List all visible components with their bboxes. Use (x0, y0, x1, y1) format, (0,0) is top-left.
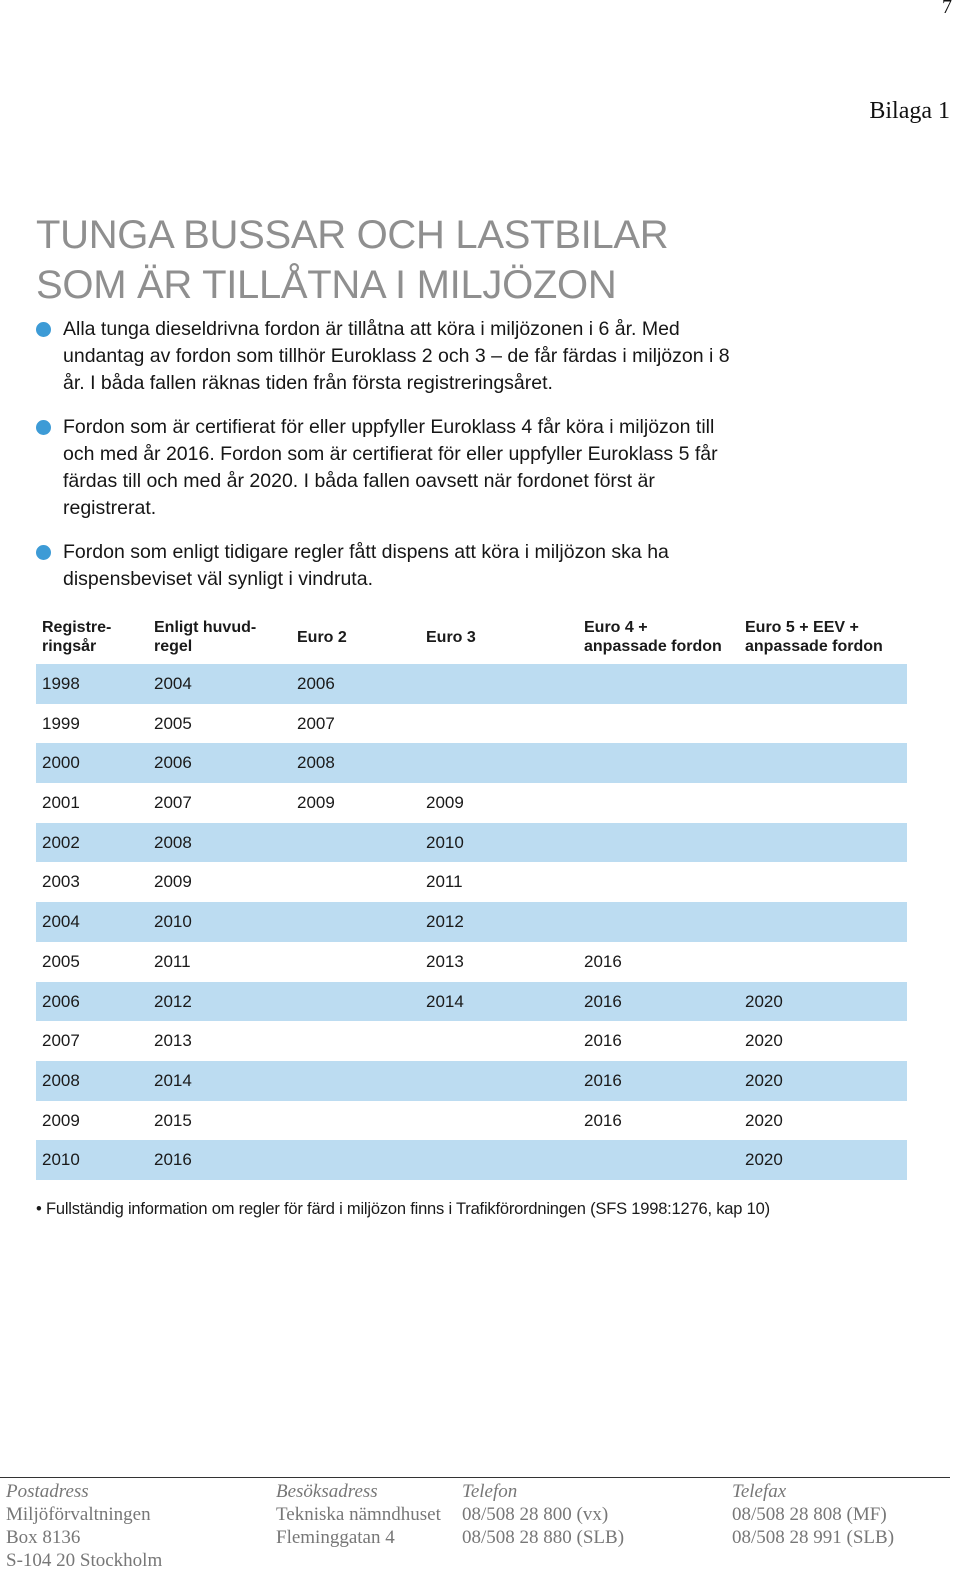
cell-year: 1999 (42, 713, 80, 733)
cell-main-rule: 2004 (154, 674, 192, 693)
footer-divider (0, 1477, 950, 1478)
footer-line: Miljöförvaltningen (6, 1504, 151, 1525)
footnote: • Fullständig information om regler för färd i miljözon finns i Trafikförordningen (SFS 1998:1276, kap 10) (36, 1200, 770, 1218)
footer-visit-address (276, 1480, 441, 1549)
page-number: 7 (942, 0, 952, 18)
cell-year: 2010 (42, 1150, 80, 1170)
cell-euro-2: 2008 (297, 753, 335, 773)
cell-year: 2006 (42, 991, 80, 1011)
table-row (36, 1021, 907, 1061)
cell-euro-3: 2013 (426, 951, 464, 971)
rules-list (36, 316, 736, 610)
cell-main-rule: 2015 (154, 1110, 192, 1130)
cell-euro-5: 2020 (745, 1150, 783, 1170)
table-row (36, 823, 907, 863)
footer-line: Tekniska nämndhuset (276, 1504, 441, 1525)
cell-year: 2000 (42, 753, 80, 773)
cell-euro-3: 2010 (426, 832, 464, 852)
title-line-1: TUNGA BUSSAR OCH LASTBILAR (36, 213, 669, 257)
cell-euro-2: 2006 (297, 674, 335, 693)
cell-year: 2002 (42, 832, 80, 852)
cell-year: 2001 (42, 793, 80, 813)
table-row (36, 743, 907, 783)
cell-main-rule: 2012 (154, 991, 192, 1011)
footer-heading: Besöksadress (276, 1481, 378, 1502)
footer-line: Box 8136 (6, 1527, 81, 1548)
cell-euro-3: 2011 (426, 872, 463, 892)
footer (0, 1480, 950, 1585)
header-euro-2: Euro 2 (297, 629, 347, 646)
cell-euro-5: 2020 (745, 991, 783, 1011)
rule-text: Fordon som enligt tidigare regler fått dispens att köra i miljözon ska ha dispensbeviset väl synligt i vindruta. (63, 541, 669, 590)
cell-main-rule: 2016 (154, 1150, 192, 1170)
footer-line: S-104 20 Stockholm (6, 1550, 163, 1571)
cell-main-rule: 2008 (154, 832, 192, 852)
footer-line: 08/508 28 800 (vx) (462, 1504, 609, 1525)
footer-line: 08/508 28 880 (SLB) (462, 1527, 625, 1548)
title-line-2: SOM ÄR TILLÅTNA I MILJÖZON (36, 263, 617, 307)
cell-euro-4: 2016 (584, 1110, 622, 1130)
cell-euro-4: 2016 (584, 991, 622, 1011)
header-euro-3: Euro 3 (426, 629, 476, 646)
table-row (36, 783, 907, 823)
cell-euro-3: 2012 (426, 912, 464, 932)
header-registration-year: Registre- ringsår (42, 619, 112, 655)
table-row (36, 942, 907, 982)
cell-main-rule: 2006 (154, 753, 192, 773)
cell-main-rule: 2007 (154, 793, 192, 813)
cell-euro-5: 2020 (745, 1031, 783, 1051)
header-euro-4: Euro 4 + anpassade fordon (584, 619, 722, 655)
cell-main-rule: 2005 (154, 713, 192, 733)
cell-main-rule: 2010 (154, 912, 192, 932)
cell-euro-3: 2009 (426, 793, 464, 813)
rule-item (36, 316, 736, 397)
page-title (36, 210, 668, 310)
cell-euro-5: 2020 (745, 1110, 783, 1130)
table-row (36, 664, 907, 704)
cell-main-rule: 2011 (154, 951, 191, 971)
cell-euro-4: 2016 (584, 1031, 622, 1051)
table-header (36, 618, 907, 664)
cell-year: 2005 (42, 951, 80, 971)
cell-euro-3: 2014 (426, 991, 464, 1011)
cell-year: 2003 (42, 872, 80, 892)
cell-year: 2008 (42, 1070, 80, 1090)
footer-heading: Telefax (732, 1481, 787, 1502)
cell-euro-4: 2016 (584, 951, 622, 971)
footer-postal-address (6, 1480, 162, 1572)
table-row (36, 704, 907, 744)
rule-text: Fordon som är certifierat för eller uppfyller Euroklass 4 får köra i miljözon till och med år 2016. Fordon som är certifierat för eller uppfyller Euroklass 5 får färdas till och med år 2020. I båda fallen oavsett när fordonet först är registrerat. (63, 416, 718, 519)
cell-main-rule: 2013 (154, 1031, 192, 1051)
table-row (36, 1101, 907, 1141)
bullet-dot-icon (36, 420, 51, 435)
cell-year: 2009 (42, 1110, 80, 1130)
annex-label: Bilaga 1 (869, 98, 950, 124)
footer-heading: Postadress (6, 1481, 89, 1502)
rule-item (36, 539, 736, 593)
table-body (36, 664, 907, 1180)
table-row (36, 902, 907, 942)
footer-line: 08/508 28 991 (SLB) (732, 1527, 895, 1548)
bullet-dot-icon (36, 322, 51, 337)
cell-year: 1998 (42, 674, 80, 693)
footer-fax (732, 1480, 894, 1549)
cell-main-rule: 2014 (154, 1070, 192, 1090)
cell-year: 2004 (42, 912, 80, 932)
footer-line: Fleminggatan 4 (276, 1527, 395, 1548)
header-euro-5: Euro 5 + EEV + anpassade fordon (745, 619, 883, 655)
footer-heading: Telefon (462, 1481, 518, 1502)
footer-phone (462, 1480, 624, 1549)
footer-line: 08/508 28 808 (MF) (732, 1504, 887, 1525)
cell-year: 2007 (42, 1031, 80, 1051)
table-row (36, 1061, 907, 1101)
bullet-dot-icon (36, 545, 51, 560)
table-row (36, 982, 907, 1022)
rule-item (36, 414, 736, 522)
cell-euro-5: 2020 (745, 1070, 783, 1090)
table-row (36, 1140, 907, 1180)
header-main-rule: Enligt huvud- regel (154, 619, 257, 655)
cell-euro-4: 2016 (584, 1070, 622, 1090)
cell-main-rule: 2009 (154, 872, 192, 892)
cell-euro-2: 2009 (297, 793, 335, 813)
table-row (36, 862, 907, 902)
cell-euro-2: 2007 (297, 713, 335, 733)
rule-text: Alla tunga dieseldrivna fordon är tillåtna att köra i miljözonen i 6 år. Med undantag av fordon som tillhör Euroklass 2 och 3 – de får färdas i miljözon i 8 år. I båda fallen räknas tiden från första registreringsåret. (63, 318, 730, 394)
